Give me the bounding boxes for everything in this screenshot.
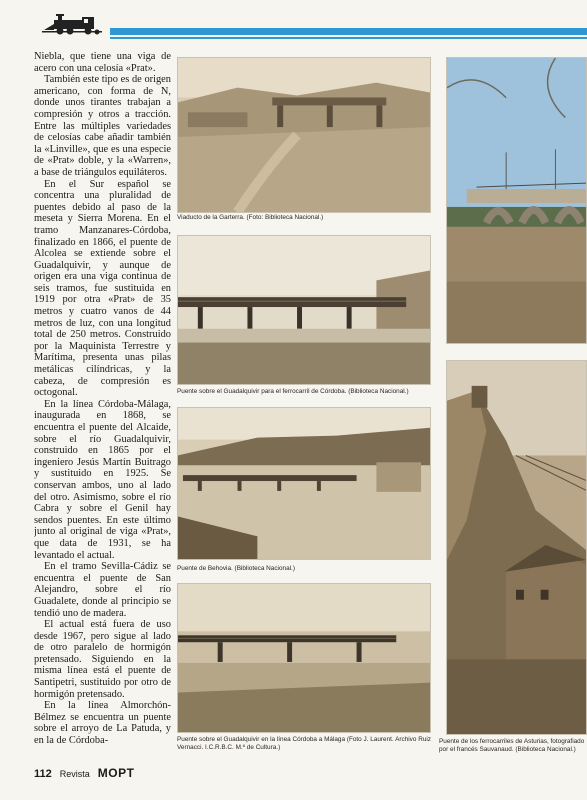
header-accent-bar [110, 28, 587, 35]
article-paragraph: Niebla, que tiene una viga de acero con una celosía «Prat». [34, 51, 171, 74]
locomotive-icon [40, 14, 104, 36]
article-body [34, 51, 171, 757]
photo-river-arch-bridge [446, 57, 587, 344]
photo-caption: Puente de los ferrocarriles de Asturias, fotografiado por el francés Sauvanaud. (Biblioteca Nacional.) [439, 738, 585, 753]
photo-puente-behovia [177, 407, 431, 560]
photo-caption: Puente de Behovia. (Biblioteca Nacional.) [177, 565, 295, 572]
photo-viaducto-garterra [177, 57, 431, 213]
page-header [0, 0, 587, 48]
photo-caption: Viaducto de la Garterra. (Foto: Biblioteca Nacional.) [177, 214, 324, 221]
photo-puente-asturias [446, 360, 587, 735]
photo-puente-guadalquivir-cordoba [177, 235, 431, 385]
article-paragraph: El actual está fuera de uso desde 1967, pero sigue al lado de otro paralelo de hormigón pretensado. Siguiendo en la misma línea está el puente de Santipetri, sustituido por otro de hormigón pretensado. [34, 619, 171, 700]
photo-caption: Puente sobre el Guadalquivir para el ferrocarril de Córdoba. (Biblioteca Nacional.) [177, 388, 409, 395]
header-accent-line [110, 37, 587, 39]
page-footer [34, 764, 134, 780]
article-paragraph: También este tipo es de origen americano, con forma de N, donde unos tirantes trabajan a compresión y otros a tracción. Entre las múltiples variedades de celosías cabe añadir también la «Linville», que es una especie de «Prat» doble, y la «Warren», a base de triángulos equiláteros. [34, 74, 171, 178]
page-number: 112 [34, 768, 52, 780]
photo-puente-cordoba-malaga [177, 583, 431, 733]
article-paragraph: En la línea Córdoba-Málaga, inaugurada en 1868, se encuentra el puente del Alcaide, sobre el río Guadalquivir, construido en 1865 por el ingeniero Jesús Martín Buitrago y sustituido en 1925. Se conservan ambos, uno al lado del otro. Asimismo, sobre el río Cabra y sobre el Genil hay sendos puentes. En este último junto al original de viga «Prat», que data de 1931, se ha levantado el actual. [34, 398, 171, 561]
photo-caption: Puente sobre el Guadalquivir en la línea Córdoba a Málaga (Foto J. Laurent. Archivo Ruiz Vernacci. I.C.R.B.C. M.º de Cultura.) [177, 736, 431, 751]
article-paragraph: En la línea Almorchón-Bélmez se encuentra un puente sobre el arroyo de La Patuda, y en la de Córdoba- [34, 700, 171, 747]
article-paragraph: En el Sur español se concentra una pluralidad de puentes debido al paso de la meseta y Sierra Morena. En el tramo Manzanares-Córdoba, finalizado en 1866, el puente de Alcolea se extiende sobre el Guadalquivir, y aunque de origen era una viga continua de seis tramos, fue sustituida en 1919 por otra «Prat» de 35 metros y cuatro vanos de 44 metros de luz, con una longitud total de 250 metros. Construido por la Maquinista Terrestre y Marítima, presenta unas pilas metálicas cilíndricas, y la cabeza, de compresión es octogonal. [34, 178, 171, 399]
magazine-label: Revista [59, 769, 90, 779]
article-paragraph: En el tramo Sevilla-Cádiz se encuentra el puente de San Alejandro, sobre el río Guadalete, donde al principio se tendió uno de madera. [34, 561, 171, 619]
magazine-brand: MOPT [97, 766, 135, 780]
